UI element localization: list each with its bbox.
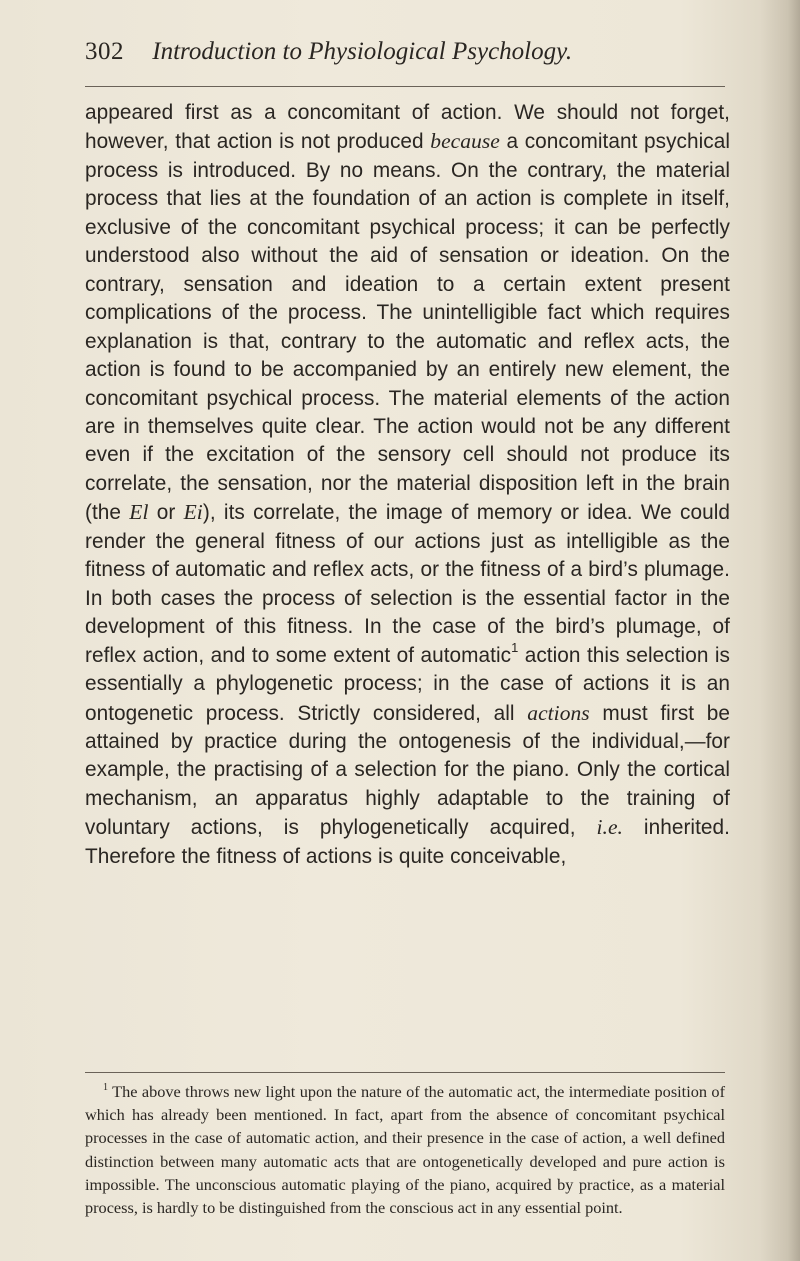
body-text-run: ), its correlate, the image of memory or idea. We could render the general fitness of our actions just as intelligible as the fitness of automatic and reflex acts, or the fitness of a bird’s plumage. In both cases the process of selection is the essential factor in the development of this fitness. In the case of the bird’s plumage, of reflex action, and to some extent of automatic — [85, 501, 730, 667]
emphasis-el: El — [129, 500, 149, 525]
body-text-run: or — [148, 501, 184, 525]
footnote-rule — [85, 1072, 725, 1073]
header-rule — [85, 86, 725, 87]
body-text-run: must first be attained by practice during the ontogenesis of the individual,—for example, the practising of a selection for the piano. Only the cortical mechanism, an apparatus highly adaptable to the training of voluntary actions, is phylogenetically acquired, — [85, 701, 730, 840]
running-title: Introduction to Physiological Psychology. — [152, 38, 573, 65]
emphasis-ie: i.e. — [596, 815, 623, 840]
emphasis-actions: actions — [527, 700, 590, 725]
body-text-run: action this selection is essentially a phylogenetic process; in the case of actions it is an ontogenetic process. Strictly considered, all — [85, 643, 731, 725]
body-text-run: appeared first as a concomitant of action. We should not forget, however, that action is not produced — [85, 101, 730, 154]
emphasis-ei: Ei — [183, 500, 203, 525]
footnote-text: The above throws new light upon the nature of the automatic act, the intermediate position of which has already been mentioned. In fact, apart from the absence of concomitant psychical processes in the case of automatic action, and their presence in the case of action, a well defined distinction between many automatic acts that are ontogenetically developed and pure action is impossible. The unconscious automatic playing of the piano, acquired by practice, as a material process, is hardly to be distinguished from the conscious act in any essential point. — [85, 1082, 725, 1218]
footnote-marker: 1 — [103, 1081, 109, 1093]
footnote — [85, 1080, 725, 1219]
body-text-run: inherited. Therefore the fitness of actions is quite conceivable, — [85, 816, 730, 868]
body-text-run: a concomitant psychical process is introduced. By no means. On the contrary, the material process that lies at the foundation of an action is complete in itself, exclusive of the concomitant psychical process; it can be perfectly understood also without the aid of sensation or ideation. On the contrary, sensation and ideation to a certain extent present complications of the process. The unintelligible fact which requires explanation is that, contrary to the automatic and reflex acts, the action is found to be accompanied by an entirely new element, the concomitant psychical process. The material elements of the action are in themselves quite clear. The action would not be any different even if the excitation of the sensory cell should not produce its correlate, the sensation, nor the material disposition left in the brain (the — [85, 130, 730, 525]
body-paragraph — [85, 99, 730, 871]
emphasis-because: because — [430, 129, 500, 154]
footnote-reference: 1 — [511, 640, 519, 656]
page-edge-shadow — [760, 0, 800, 1261]
running-head — [85, 38, 725, 72]
page-number: 302 — [85, 38, 124, 65]
